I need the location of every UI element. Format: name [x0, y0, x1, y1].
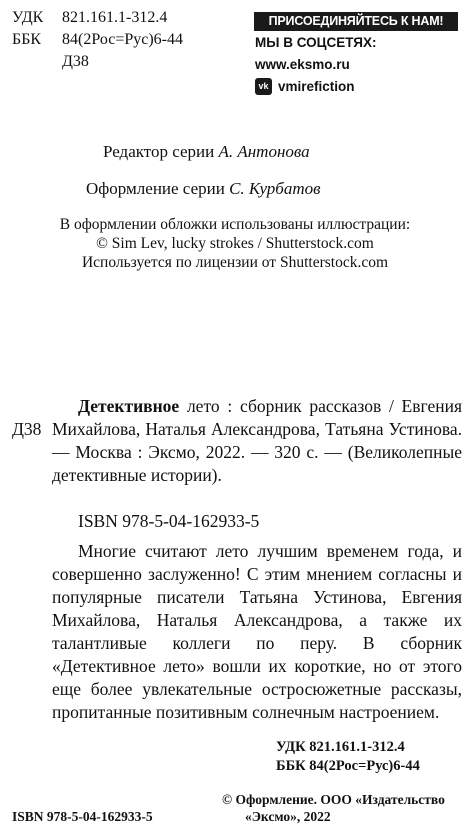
- copyright-line-1: © Оформление. ООО «Издательство: [222, 792, 445, 807]
- editor-name: А. Антонова: [218, 142, 310, 161]
- footer-bbk: ББК 84(2Рос=Рус)6-44: [276, 758, 420, 774]
- design-name: С. Курбатов: [229, 179, 321, 198]
- udk-value: 821.161.1-312.4: [62, 9, 168, 26]
- footer-udk: УДК 821.161.1-312.4: [276, 739, 405, 755]
- editor-label: Редактор серии: [103, 142, 215, 161]
- copyright-line-2: «Эксмо», 2022: [245, 809, 331, 824]
- website-link[interactable]: www.eksmo.ru: [255, 57, 350, 72]
- footer-isbn: ISBN 978-5-04-162933-5: [12, 809, 153, 824]
- bibliographic-record: [52, 395, 462, 487]
- annotation: Многие считают лето лучшим временем года, и совершенно заслуженно! С этим мнением согласны и популярные писатели Татьяна Устинова, Евгения Михайлова, Наталья Александрова, а также их талантливые коллеги по перу. В сборник «Детективное лето» вошли их короткие, но от этого еще более увлекательные остросюжетные рассказы, пропитанные позитивным солнечным настроением.: [52, 541, 462, 722]
- illustrations-line-3: Используется по лицензии от Shutterstock.com: [81, 254, 389, 271]
- vk-icon: vk: [255, 78, 272, 95]
- bbk-value: 84(2Рос=Рус)6-44: [62, 31, 184, 48]
- social-banner: ПРИСОЕДИНЯЙТЕСЬ К НАМ!: [254, 12, 458, 31]
- bibliographic-rest: лето : сборник рассказов / Евгения Михайлова, Наталья Александрова, Татьяна Устинова. — Москва : Эксмо, 2022. — 320 с. — (Великолепные детективные истории).: [52, 396, 462, 485]
- design-credit: [86, 179, 321, 199]
- udk-label: УДК: [12, 9, 44, 26]
- author-mark: Д38: [62, 53, 89, 70]
- design-label: Оформление серии: [86, 179, 225, 198]
- book-title-bold: Детективное: [78, 396, 180, 416]
- author-mark-entry: Д38: [12, 419, 42, 439]
- social-subtitle: МЫ В СОЦСЕТЯХ:: [255, 35, 377, 50]
- bbk-label: ББК: [12, 31, 42, 48]
- illustrations-line-1: В оформлении обложки использованы иллюстрации:: [59, 216, 411, 233]
- vk-link[interactable]: vmirefiction: [278, 79, 355, 94]
- editor-credit: [103, 142, 310, 162]
- illustrations-line-2: © Sim Lev, lucky strokes / Shutterstock.com: [96, 235, 374, 252]
- isbn: ISBN 978-5-04-162933-5: [78, 511, 260, 531]
